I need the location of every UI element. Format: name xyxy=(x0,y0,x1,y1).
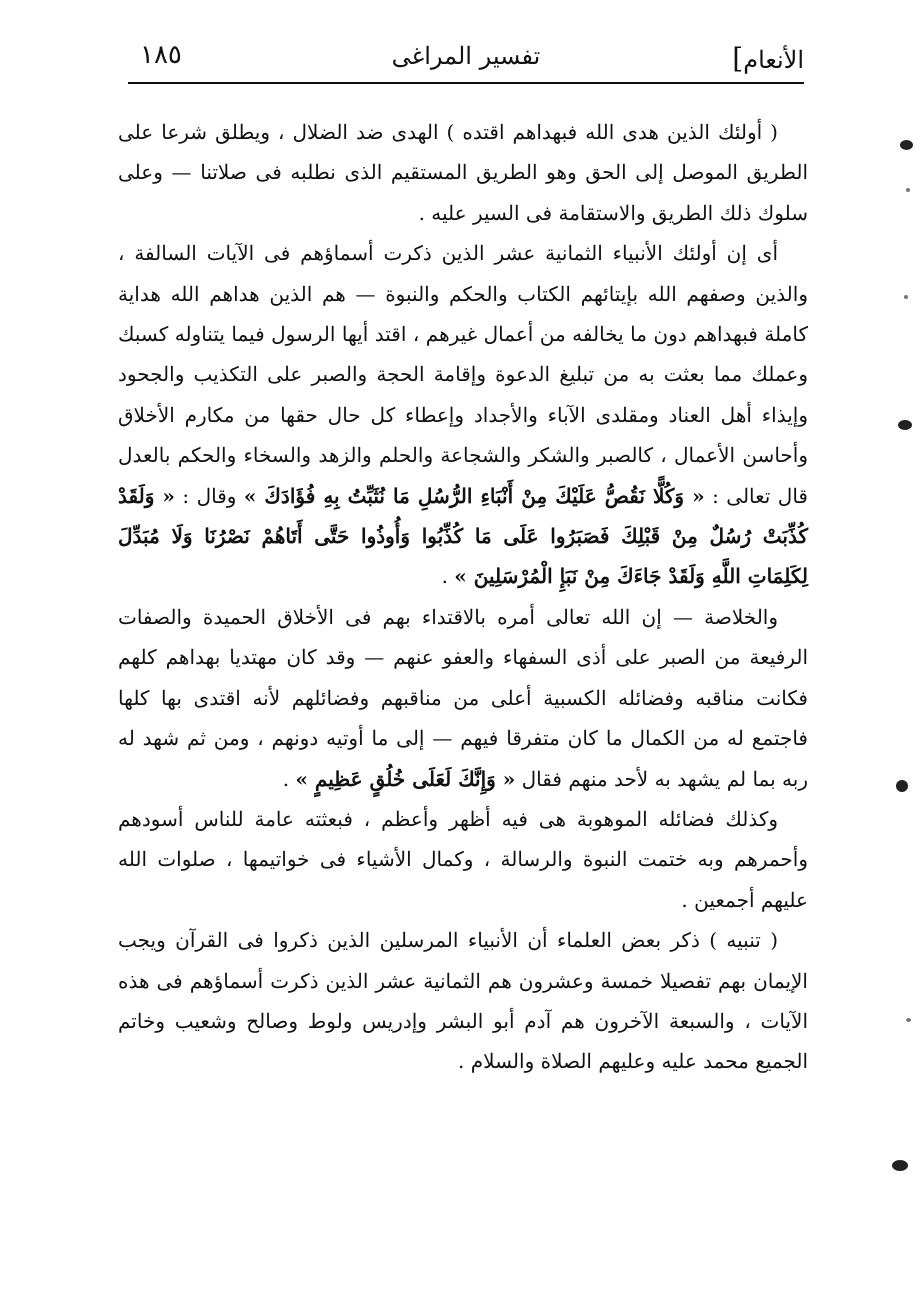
chapter-name: الأنعام] xyxy=(732,42,804,75)
body-text xyxy=(118,112,808,1082)
page-number: ١٨٥ xyxy=(140,40,182,70)
paragraph-text: ( تنبيه ) ذكر بعض العلماء أن الأنبياء المرسلين الذين ذكروا فى القرآن ويجب الإيمان بهم تفصيلا خمسة وعشرون هم الثمانية عشر الذين ذكرت أسماؤهم فى هذه الآيات ، والسبعة الآخرون هم آدم أبو البشر وإدريس ولوط وصالح وشعيب وخاتم الجميع محمد عليه وعليهم الصلاة والسلام . xyxy=(118,928,808,1074)
scan-speck xyxy=(904,295,908,299)
scan-speck xyxy=(896,780,908,792)
scan-speck xyxy=(898,420,912,430)
book-title: تفسير المراغى xyxy=(391,42,541,70)
paragraph-p1 xyxy=(118,112,808,233)
paragraph-text: . xyxy=(441,564,455,589)
scan-speck xyxy=(900,140,913,150)
scan-speck xyxy=(892,1160,908,1171)
paragraph-p2 xyxy=(118,233,808,597)
paragraph-text: وقال : xyxy=(174,483,244,508)
paragraph-p4 xyxy=(118,799,808,920)
quran-quote: « وَإِنَّكَ لَعَلَى خُلُقٍ عَظِيمٍ » xyxy=(295,766,516,791)
paragraph-text: . xyxy=(282,766,296,791)
scan-speck xyxy=(906,1018,911,1022)
quran-quote: « وَكُلًّا نَقُصُّ عَلَيْكَ مِنْ أَنْبَاءِ الرُّسُلِ مَا نُثَبِّتُ بِهِ فُؤَادَكَ » xyxy=(243,483,705,508)
paragraph-text: ( أولئك الذين هدى الله فبهداهم اقتده ) الهدى ضد الضلال ، ويطلق شرعا على الطريق الموصل إلى الحق وهو الطريق المستقيم الذى نطلبه فى صلاتنا — وعلى سلوك ذلك الطريق والاستقامة فى السير عليه . xyxy=(118,120,808,225)
paragraph-text: وكذلك فضائله الموهوبة هى فيه أظهر وأعظم ، فبعثته عامة للناس أسودهم وأحمرهم وبه ختمت النبوة والرسالة ، وكمال الأشياء فى خواتيمها ، صلوات الله عليهم أجمعين . xyxy=(118,806,808,912)
header-bracket: ] xyxy=(732,42,744,75)
paragraph-p5 xyxy=(118,920,808,1082)
header-rule xyxy=(128,82,804,84)
scan-speck xyxy=(906,188,910,192)
paragraph-text: أى إن أولئك الأنبياء الثمانية عشر الذين ذكرت أسماؤهم فى الآيات السالفة ، والذين وصفهم الله بإيتائهم الكتاب والحكم والنبوة — هم الذين هداهم الله هداية كاملة فبهداهم دون ما يخالفه من أعمال غيرهم ، اقتد أيها الرسول فيما يتناوله كسبك وعملك مما بعثت به من تبليغ الدعوة وإقامة الحجة والصبر على التكذيب والجحود وإيذاء أهل العناد ومقلدى الآباء والأجداد وإعطاء كل حال حقها من مكارم الأخلاق وأحاسن الأعمال ، كالصبر والشكر والشجاعة والحلم والزهد والسخاء والحكم بالعدل قال تعالى : xyxy=(118,241,808,508)
paragraph-text: والخلاصة — إن الله تعالى أمره بالاقتداء بهم فى الأخلاق الحميدة والصفات الرفيعة من الصبر على أذى السفهاء والعفو عنهم — وقد كان مهتديا بهداهم كلهم فكانت مناقبه وفضائله الكسبية أعلى من مناقبهم وفضائلهم لأنه اقتدى بها كلها فاجتمع له من الكمال ما كان متفرقا فيهم — إلى ما أوتيه دونهم ، ومن ثم شهد له ربه بما لم يشهد به لأحد منهم فقال xyxy=(118,604,808,791)
paragraph-p3 xyxy=(118,597,808,799)
quran-quote: « وَلَقَدْ كُذِّبَتْ رُسُلٌ مِنْ قَبْلِكَ فَصَبَرُوا عَلَى مَا كُذِّبُوا وَأُوذُوا حَتَّى أَتَاهُمْ نَصْرُنَا وَلَا مُبَدِّلَ لِكَلِمَاتِ اللَّهِ وَلَقَدْ جَاءَكَ مِنْ نَبَإِ الْمُرْسَلِينَ » xyxy=(118,483,809,589)
running-header xyxy=(128,38,804,82)
